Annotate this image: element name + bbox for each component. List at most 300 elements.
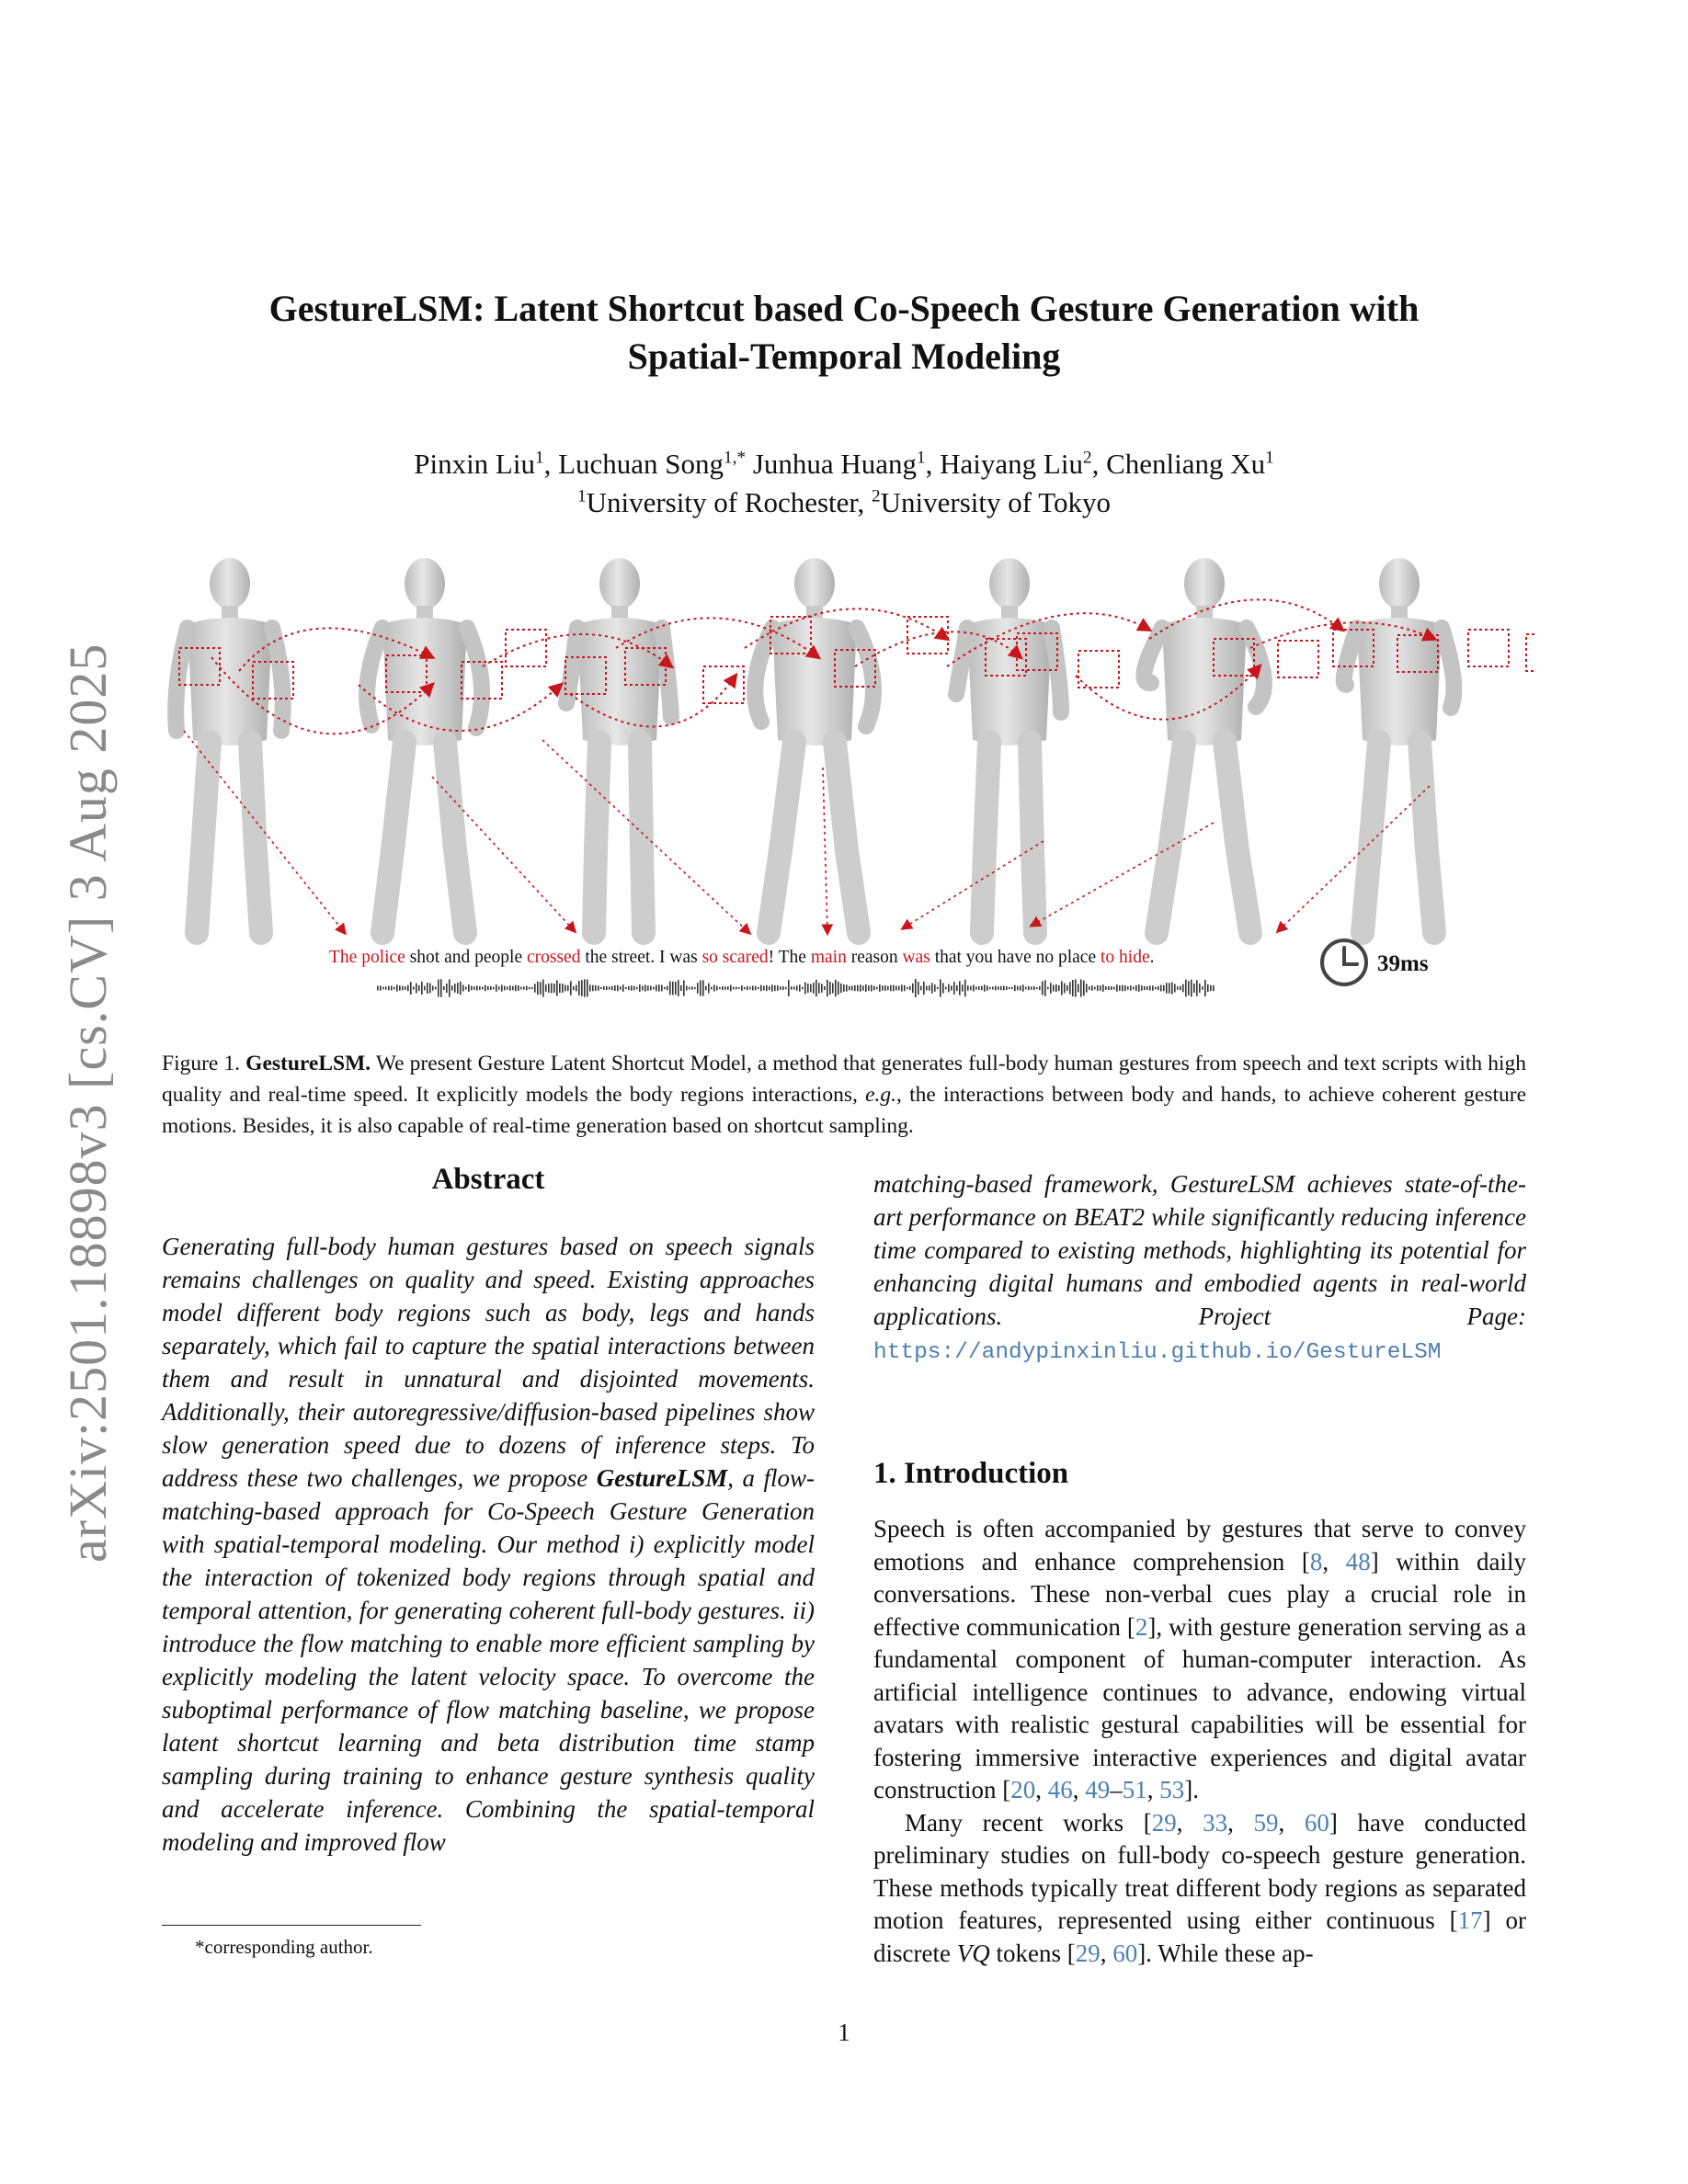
waveform-bar — [708, 984, 710, 994]
waveform-bar — [1122, 985, 1123, 992]
caption-bold: GestureLSM. — [245, 1052, 371, 1075]
waveform-bar — [846, 984, 848, 991]
region-box-4 — [506, 630, 546, 666]
waveform-bar — [1130, 985, 1132, 991]
region-box-13 — [1078, 651, 1119, 688]
clock-icon — [1322, 940, 1366, 984]
waveform-bar — [628, 986, 630, 990]
waveform-bar — [1119, 985, 1121, 991]
waveform-bar — [595, 985, 597, 991]
waveform-bar — [915, 979, 917, 997]
waveform-bar — [1149, 985, 1151, 990]
waveform-bar — [763, 986, 765, 991]
waveform-bar — [625, 987, 627, 989]
waveform-bar — [744, 987, 746, 990]
waveform-bar — [545, 984, 547, 992]
waveform-bar — [520, 987, 522, 990]
waveform-bar — [780, 986, 781, 990]
waveform-bar — [631, 985, 633, 991]
waveform-bar — [446, 984, 448, 993]
waveform-bar — [1047, 987, 1049, 990]
waveform-bar — [675, 982, 677, 995]
waveform-bar — [733, 987, 735, 990]
waveform-bar — [421, 982, 423, 995]
region-box-15 — [1278, 641, 1318, 677]
waveform-bar — [1078, 984, 1079, 993]
waveform-bar — [700, 981, 701, 996]
waveform-bar — [871, 985, 873, 992]
waveform-bar — [873, 986, 875, 991]
waveform-bar — [553, 984, 555, 993]
waveform-bar — [1094, 987, 1096, 990]
waveform-bar — [973, 985, 975, 992]
waveform-bar — [791, 986, 793, 989]
waveform-bar — [540, 982, 542, 995]
waveform-bar — [1124, 985, 1126, 991]
introduction-heading: 1. Introduction — [873, 1457, 1069, 1490]
waveform-bar — [838, 982, 839, 995]
waveform-bar — [904, 985, 906, 991]
waveform-bar — [832, 984, 834, 994]
waveform-bar — [727, 986, 729, 990]
waveform-bar — [1072, 980, 1074, 996]
transcript-word-2: crossed — [526, 948, 581, 967]
waveform-bar — [942, 983, 944, 993]
waveform-bar — [667, 986, 668, 991]
waveform-bar — [1033, 986, 1035, 990]
transcript-word-8: was — [902, 948, 930, 967]
waveform-bar — [567, 985, 569, 991]
waveform-bar — [658, 984, 660, 991]
waveform-bar — [959, 981, 961, 995]
waveform-bar — [722, 986, 724, 990]
waveform-bar — [440, 979, 442, 996]
waveform-bar — [741, 985, 743, 991]
waveform-bar — [860, 984, 861, 991]
waveform-bar — [617, 985, 619, 991]
waveform-bar — [769, 986, 770, 990]
waveform-bar — [940, 979, 941, 996]
waveform-bar — [465, 986, 467, 989]
waveform-bar — [865, 984, 867, 992]
waveform-bar — [1108, 986, 1110, 990]
waveform-bar — [1089, 986, 1090, 990]
waveform-bar — [1102, 984, 1104, 992]
waveform-bar — [951, 985, 952, 990]
waveform-bar — [758, 987, 759, 989]
waveform-bar — [851, 986, 853, 991]
waveform-bar — [1086, 984, 1088, 992]
waveform-bar — [1111, 986, 1112, 990]
waveform-bar — [443, 986, 445, 990]
waveform-bar — [1061, 981, 1063, 995]
waveform-bar — [664, 987, 666, 989]
waveform-bar — [1097, 985, 1099, 991]
waveform-bar — [887, 986, 889, 990]
waveform-bar — [978, 986, 980, 990]
waveform-bar — [1158, 986, 1159, 990]
transcript-word-3: the street. I was — [580, 948, 702, 967]
waveform-bar — [785, 987, 787, 989]
waveform-bar — [614, 985, 616, 991]
waveform-bar — [1000, 986, 1002, 990]
waveform-bar — [956, 985, 958, 991]
teaser-figure — [156, 547, 1535, 1007]
waveform-bar — [799, 984, 801, 991]
author: Pinxin Liu — [414, 448, 535, 480]
waveform-bar — [1213, 985, 1215, 991]
waveform-bar — [975, 986, 977, 989]
transcript-word-0: The police — [329, 948, 405, 967]
waveform-bar — [1105, 986, 1107, 990]
waveform-bar — [760, 985, 762, 992]
waveform-bar — [730, 985, 732, 992]
waveform-bar — [1025, 987, 1027, 990]
waveform-bar — [1169, 983, 1170, 993]
waveform-bar — [578, 981, 580, 995]
waveform-bar — [1155, 987, 1157, 990]
waveform-bar — [1152, 985, 1154, 990]
waveform-bar — [548, 984, 550, 993]
waveform-bar — [815, 980, 817, 996]
waveform-bar — [920, 986, 922, 991]
transcript-word-11: . — [1149, 948, 1155, 967]
waveform-bar — [418, 985, 420, 991]
waveform-bar — [498, 986, 500, 989]
waveform-bar — [600, 987, 602, 989]
waveform-bar — [719, 987, 721, 989]
waveform-bar — [1069, 982, 1071, 994]
waveform-bar — [642, 986, 644, 991]
waveform-bar — [589, 984, 591, 991]
human-figure-3 — [566, 558, 671, 933]
title-line-1: GestureLSM: Latent Shortcut based Co-Speech Gesture Generation with — [268, 288, 1420, 329]
waveform-bar — [672, 982, 674, 995]
waveform-bar — [537, 982, 539, 995]
waveform-bar — [620, 986, 622, 990]
waveform-bar — [749, 987, 751, 990]
author-list: Pinxin Liu$^1$, Luchuan Song$^{1,*}$ Junhua Huang$^1$, Haiyang Liu$^2$, Chenliang Xu$^1$ — [414, 448, 1274, 480]
waveform-bar — [531, 987, 533, 989]
waveform-bar — [736, 987, 737, 990]
waveform-bar — [1009, 987, 1010, 989]
waveform-bar — [782, 986, 784, 990]
waveform-bar — [810, 984, 812, 993]
footnote-divider — [162, 1925, 421, 1926]
citation-link[interactable]: 33 — [1203, 1808, 1228, 1837]
waveform-bar — [804, 983, 806, 995]
waveform-bar — [460, 982, 462, 995]
waveform-bar — [912, 984, 914, 993]
waveform-bar — [1075, 979, 1077, 996]
waveform-bar — [686, 985, 688, 990]
waveform-bar — [1171, 983, 1173, 995]
waveform-bar — [515, 985, 517, 992]
figure-caption: Figure 1. GestureLSM. We present Gesture Latent Shortcut Model, a method that generates full-body human gestures from speech and text scripts with high quality and real-time speed. It explicitly models the body regions interactions, e.g., the interactions between body and hands, to achieve coherent gesture motions. Besides, it is also capable of real-time generation based on shortcut sampling. — [162, 1052, 1527, 1138]
waveform-bar — [948, 984, 950, 992]
waveform-bar — [493, 987, 495, 989]
waveform-bar — [438, 980, 439, 997]
waveform-bar — [705, 986, 707, 991]
waveform-bar — [683, 981, 685, 996]
waveform-bar — [893, 985, 895, 992]
region-box-19 — [1526, 634, 1535, 671]
waveform-bar — [661, 985, 663, 992]
waveform-bar — [1204, 980, 1206, 996]
waveform-bar — [377, 986, 379, 991]
citation-link[interactable]: 49 — [1085, 1776, 1111, 1803]
waveform-bar — [901, 984, 903, 991]
waveform-bar — [1160, 985, 1162, 992]
waveform-bar — [504, 986, 506, 991]
waveform-bar — [1058, 985, 1060, 991]
waveform-bar — [1196, 980, 1198, 996]
waveform-bar — [529, 987, 530, 990]
waveform-bar — [391, 985, 393, 990]
waveform-bar — [884, 985, 886, 991]
waveform-bar — [835, 980, 837, 996]
waveform-bar — [1141, 985, 1143, 991]
citation-link[interactable]: 29 — [1151, 1808, 1177, 1837]
waveform-bar — [380, 985, 382, 990]
waveform-bar — [1100, 985, 1101, 991]
title-line-2: Spatial-Temporal Modeling — [627, 336, 1061, 377]
waveform-bar — [501, 984, 503, 991]
waveform-bar — [653, 987, 655, 990]
waveform-bar — [656, 985, 657, 992]
waveform-bar — [945, 987, 947, 990]
waveform-bar — [1182, 984, 1184, 993]
waveform-bar — [570, 981, 572, 995]
waveform-bar — [876, 987, 878, 989]
waveform-bar — [1028, 986, 1030, 990]
footnote: *corresponding author. — [195, 1936, 373, 1958]
waveform-bar — [573, 986, 575, 990]
human-figure-1 — [176, 558, 282, 933]
waveform-bar — [989, 987, 991, 990]
waveform-bar — [747, 986, 748, 990]
waveform-bar — [644, 984, 646, 991]
waveform-bar — [680, 985, 682, 991]
citation-link[interactable]: 2 — [1135, 1612, 1148, 1641]
region-box-7 — [703, 666, 744, 703]
citation-link[interactable]: 60 — [1112, 1939, 1138, 1967]
page-number: 1 — [838, 2019, 850, 2046]
waveform-bar — [556, 980, 558, 995]
waveform-bar — [1042, 981, 1044, 995]
waveform-bar — [622, 984, 624, 992]
waveform-bar — [738, 987, 740, 989]
waveform-bar — [490, 986, 492, 990]
author: Junhua Huang — [752, 448, 918, 480]
waveform-bar — [1031, 986, 1032, 989]
project-page-link[interactable]: https://andypinxinliu.github.io/GestureLSM — [873, 1340, 1442, 1365]
transcript-word-10: to hide — [1101, 948, 1150, 967]
waveform-bar — [603, 986, 605, 990]
human-figure-5 — [956, 558, 1061, 933]
waveform-bar — [1091, 985, 1093, 991]
waveform-bar — [697, 983, 699, 994]
transcript-word-4: so scared — [701, 948, 769, 967]
abstract-body: Generating full-body human gestures based on speech signals remains challenges on quality and speed. Existing approaches model different body regions such as body, legs and hands separately, which fail to capture the spatial interactions between them and result in unnatural and disjointed movements. Additionally, their autoregressive/diffusion-based pipelines show slow generation speed due to dozens of inference steps. To address these two challenges, we propose GestureLSM, a flow-matching-based approach for Co-Speech Gesture Generation with spatial-temporal modeling. Our method i) explicitly model the interaction of tokenized body regions through spatial and temporal attention, for generating coherent full-body gestures. ii) introduce the flow matching to enable more efficient sampling by explicitly modeling the latent velocity space. To overcome the suboptimal performance of flow matching baseline, we propose latent shortcut learning and beta distribution time stamp sampling during training to enhance gesture synthesis quality and accelerate inference. Combining the spatial-temporal modeling and improved flow — [162, 1233, 815, 1856]
waveform-bar — [1180, 986, 1181, 991]
waveform-bar — [774, 985, 776, 991]
waveform-bar — [584, 979, 586, 996]
waveform-bar — [711, 987, 713, 990]
waveform-bar — [755, 986, 757, 990]
citation-link[interactable]: 20 — [1010, 1776, 1036, 1803]
waveform-bar — [587, 980, 588, 997]
transcript-word-7: reason — [846, 948, 903, 967]
waveform-bar — [807, 984, 809, 993]
waveform-bar — [868, 985, 870, 991]
waveform-bar — [435, 987, 437, 990]
intro-paragraph-2: Many recent works [29, 33, 59, 60] have conducted preliminary studies on full-body co-speech gesture generation. These methods typically treat different body regions as separated motion features, represented using either continuous [17] or discrete VQ tokens [29, 60]. While these ap- — [873, 1808, 1527, 1967]
arxiv-identifier: arXiv:2501.18898v3 [cs.CV] 3 Aug 2025 — [58, 643, 118, 1563]
citation-link[interactable]: 60 — [1304, 1808, 1329, 1837]
waveform-bar — [1185, 980, 1187, 997]
waveform-bar — [1017, 986, 1019, 991]
waveform-bar — [432, 985, 434, 990]
citation-link[interactable]: 17 — [1457, 1906, 1483, 1934]
citation-link[interactable]: 8 — [1309, 1547, 1323, 1575]
affiliation: University of Rochester — [586, 486, 858, 518]
waveform-bar — [967, 985, 969, 991]
waveform-bar — [482, 987, 484, 990]
region-box-18 — [1468, 630, 1509, 666]
waveform-bar — [487, 986, 489, 990]
figure-label: Figure 1. — [162, 1052, 241, 1075]
waveform-bar — [1177, 986, 1179, 990]
waveform-bar — [534, 984, 536, 992]
author: Haiyang Liu — [940, 448, 1083, 480]
waveform-bar — [1202, 986, 1203, 990]
left-column — [162, 1160, 815, 1859]
waveform-bar — [890, 985, 892, 992]
waveform-bar — [813, 983, 815, 994]
waveform-bar — [1135, 985, 1137, 991]
waveform-bar — [609, 986, 610, 989]
citation-link[interactable]: 59 — [1253, 1808, 1279, 1837]
citation-link[interactable]: 48 — [1345, 1547, 1371, 1575]
waveform-bar — [523, 986, 525, 989]
waveform-bar — [981, 986, 983, 991]
abstract-heading: Abstract — [431, 1163, 545, 1196]
paper-title — [184, 285, 1504, 381]
waveform-bar — [509, 985, 511, 991]
transcript-word-1: shot and people — [405, 948, 527, 967]
waveform-bar — [970, 986, 972, 990]
waveform-bar — [1191, 980, 1192, 997]
waveform-bar — [827, 980, 828, 996]
transcript-word-6: main — [810, 948, 847, 967]
waveform-bar — [485, 985, 486, 992]
waveform-bar — [689, 987, 690, 990]
transcript-word-5: ! The — [768, 948, 811, 967]
waveform-bar — [562, 984, 564, 993]
waveform-bar — [462, 984, 464, 991]
waveform-bar — [1193, 984, 1195, 993]
waveform-bar — [818, 983, 820, 994]
waveform-bar — [598, 985, 599, 990]
citation-link[interactable]: 51 — [1122, 1776, 1147, 1803]
waveform-bar — [964, 980, 966, 996]
waveform-bar — [962, 984, 964, 991]
waveform-bar — [1080, 979, 1082, 996]
waveform-bar — [559, 984, 561, 993]
waveform-bar — [1163, 985, 1165, 991]
waveform-bar — [427, 983, 428, 994]
waveform-bar — [793, 986, 795, 989]
waveform-bar — [1083, 981, 1085, 995]
waveform-bar — [512, 986, 514, 990]
speech-transcript — [329, 948, 1155, 967]
waveform-bar — [429, 984, 431, 994]
waveform-bar — [507, 986, 508, 989]
waveform-bar — [606, 986, 608, 990]
waveform-bar — [385, 986, 387, 989]
waveform-bar — [1113, 987, 1115, 990]
waveform-bar — [678, 980, 679, 996]
waveform-bar — [796, 985, 798, 990]
right-column — [873, 1167, 1526, 1970]
waveform-bar — [1003, 985, 1005, 990]
waveform-bar — [496, 984, 497, 992]
waveform-bar — [413, 986, 415, 989]
waveform-bar — [388, 986, 390, 991]
waveform-bar — [898, 986, 900, 991]
waveform-bar — [998, 986, 999, 990]
waveform-bar — [1044, 980, 1046, 995]
waveform-bar — [1207, 984, 1209, 992]
waveform-bar — [399, 985, 401, 991]
citation-link[interactable]: 46 — [1047, 1776, 1073, 1803]
waveform-bar — [476, 985, 478, 990]
waveform-bar — [650, 986, 652, 991]
waveform-bar — [454, 984, 456, 993]
author: Luchuan Song — [558, 448, 724, 480]
waveform-bar — [1188, 981, 1190, 995]
waveform-bar — [382, 987, 384, 990]
waveform-bar — [1020, 985, 1021, 990]
waveform-bar — [424, 986, 426, 991]
citation-link[interactable]: 53 — [1159, 1776, 1185, 1803]
waveform-bar — [694, 987, 696, 989]
waveform-bar — [821, 984, 823, 993]
waveform-bar — [854, 985, 856, 991]
waveform-bar — [611, 986, 613, 990]
waveform-bar — [526, 986, 528, 991]
waveform-bar — [857, 985, 859, 992]
waveform-bar — [907, 987, 908, 989]
waveform-bar — [1014, 985, 1016, 991]
waveform-bar — [713, 984, 715, 991]
waveform-bar — [639, 984, 641, 992]
citation-link[interactable]: 29 — [1075, 1939, 1101, 1967]
waveform-bar — [449, 979, 451, 996]
waveform-bar — [1210, 985, 1212, 991]
waveform-bar — [402, 986, 404, 990]
waveform-bar — [984, 984, 986, 991]
waveform-bar — [405, 986, 406, 990]
waveform-bar — [918, 982, 919, 995]
waveform-bar — [1050, 983, 1052, 994]
waveform-bar — [724, 986, 726, 989]
waveform-bar — [829, 982, 831, 995]
human-figure-6 — [1144, 558, 1264, 933]
waveform-bar — [1055, 984, 1057, 992]
waveform-bar — [565, 985, 566, 992]
